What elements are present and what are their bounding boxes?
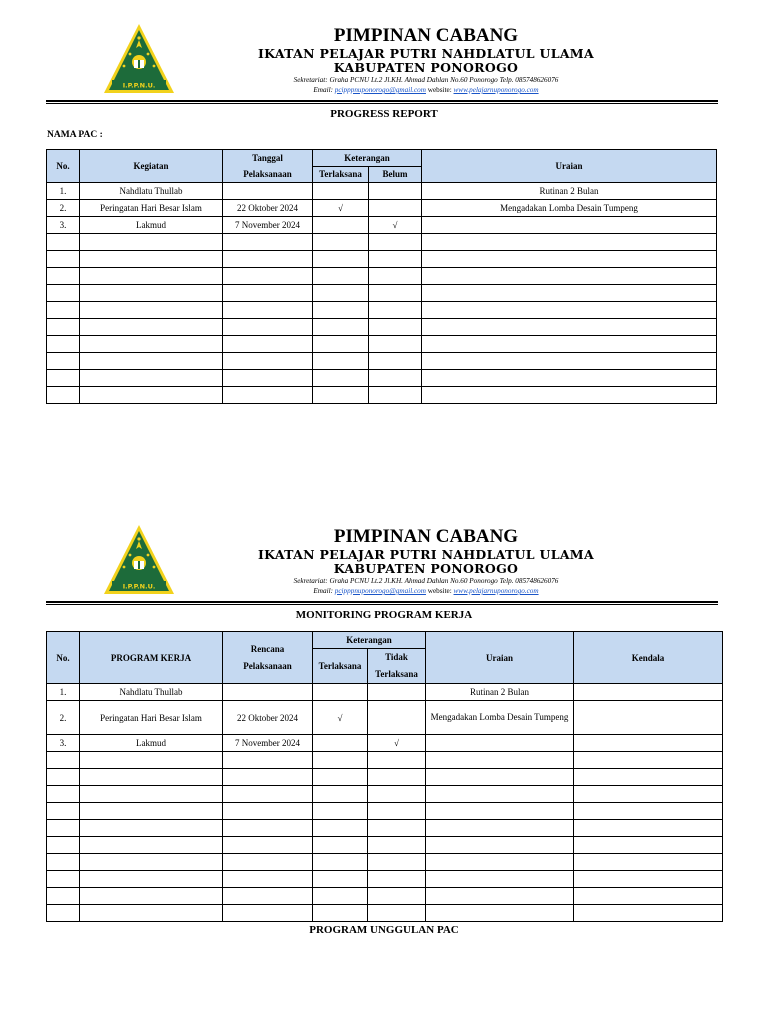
col-header-no: No. [47,632,80,684]
empty-cell [80,336,223,353]
empty-cell [574,786,723,803]
empty-cell [223,871,313,888]
empty-table-row [47,251,717,268]
empty-cell [313,786,368,803]
empty-table-row [47,837,723,854]
empty-cell [47,752,80,769]
empty-table-row [47,387,717,404]
ippnu-logo-icon [102,22,176,96]
empty-cell [313,837,368,854]
empty-cell [369,251,422,268]
empty-cell [426,803,574,820]
empty-cell [223,888,313,905]
empty-cell [47,336,80,353]
address-line: Sekretariat: Graha PCNU Lt.2 Jl.KH. Ahmad Dahlan No.60 Ponorogo Telp. 085748626076 [293,76,559,84]
col-header-no: No. [47,150,80,183]
divider [46,103,718,104]
empty-cell [223,336,313,353]
empty-cell [368,854,426,871]
empty-cell [426,888,574,905]
empty-cell [47,854,80,871]
email-link[interactable]: pcipppnuponorogo@gmail.com [334,86,426,94]
col-header-keterangan: Keterangan [313,150,422,167]
empty-table-row [47,370,717,387]
empty-cell [47,370,80,387]
empty-cell [313,820,368,837]
empty-cell [47,837,80,854]
empty-cell [47,251,80,268]
empty-cell [574,820,723,837]
website-link[interactable]: www.pelajarnuponorogo.com [453,86,539,94]
col-header-kegiatan: Kegiatan [80,150,223,183]
empty-cell [313,370,369,387]
empty-cell [313,285,369,302]
empty-cell [47,820,80,837]
section-title: MONITORING PROGRAM KERJA [295,609,473,621]
empty-cell [47,769,80,786]
org-name: IKATAN PELAJAR PUTRI NAHDLATUL ULAMA [258,46,594,61]
ippnu-logo-icon [102,523,176,597]
empty-cell [422,285,717,302]
empty-cell [313,905,368,922]
col-header-kendala: Kendala [574,632,723,684]
empty-cell [369,234,422,251]
table-row: 3. Lakmud 7 November 2024 √ [47,217,717,234]
empty-cell [80,905,223,922]
empty-cell [369,319,422,336]
contact-line: Email: pcipppnuponorogo@gmail.com website: www.pelajarnuponorogo.com [313,86,539,94]
empty-cell [80,319,223,336]
empty-cell [80,888,223,905]
divider [46,604,718,605]
empty-cell [313,302,369,319]
empty-cell [47,268,80,285]
empty-cell [47,888,80,905]
empty-cell [426,871,574,888]
empty-cell [313,268,369,285]
empty-table-row [47,769,723,786]
monitoring-table [46,631,723,922]
contact-line: Email: pcipppnuponorogo@gmail.com website: www.pelajarnuponorogo.com [313,587,539,595]
empty-cell [368,905,426,922]
empty-table-row [47,820,723,837]
empty-cell [47,871,80,888]
col-header-program: PROGRAM KERJA [80,632,223,684]
empty-cell [574,854,723,871]
empty-cell [313,854,368,871]
org-name: IKATAN PELAJAR PUTRI NAHDLATUL ULAMA [258,547,594,562]
empty-cell [80,871,223,888]
empty-cell [422,336,717,353]
empty-table-row [47,803,723,820]
empty-cell [313,871,368,888]
table-row: 2. Peringatan Hari Besar Islam 22 Oktober 2024 √ Mengadakan Lomba Desain Tumpeng [47,200,717,217]
empty-cell [369,268,422,285]
empty-cell [223,387,313,404]
empty-cell [80,353,223,370]
empty-cell [313,319,369,336]
empty-cell [223,302,313,319]
progress-report-table [46,149,717,404]
empty-cell [223,319,313,336]
col-header-keterangan: Keterangan [313,632,426,649]
empty-cell [313,387,369,404]
empty-cell [422,353,717,370]
empty-cell [223,370,313,387]
empty-cell [80,268,223,285]
empty-table-row [47,234,717,251]
col-header-belum: Belum [369,166,422,183]
table-row: 1. Nahdlatu Thullab Rutinan 2 Bulan [47,183,717,200]
empty-cell [313,888,368,905]
empty-table-row [47,752,723,769]
col-header-uraian: Uraian [422,150,717,183]
empty-cell [426,769,574,786]
empty-cell [223,905,313,922]
empty-cell [223,820,313,837]
col-header-terlaksana: Terlaksana [313,166,369,183]
empty-cell [223,251,313,268]
empty-cell [223,234,313,251]
empty-cell [223,752,313,769]
empty-cell [422,268,717,285]
empty-cell [47,319,80,336]
empty-table-row [47,871,723,888]
table-row: 3. Lakmud 7 November 2024 √ [47,735,723,752]
empty-cell [422,234,717,251]
empty-cell [47,302,80,319]
empty-cell [422,251,717,268]
empty-cell [368,803,426,820]
empty-cell [47,353,80,370]
empty-cell [426,820,574,837]
empty-cell [223,285,313,302]
empty-cell [369,387,422,404]
empty-cell [223,353,313,370]
address-line: Sekretariat: Graha PCNU Lt.2 Jl.KH. Ahmad Dahlan No.60 Ponorogo Telp. 085748626076 [293,577,559,585]
empty-cell [313,803,368,820]
col-header-uraian: Uraian [426,632,574,684]
empty-cell [574,888,723,905]
empty-cell [313,336,369,353]
empty-cell [80,837,223,854]
empty-cell [313,353,369,370]
empty-cell [368,752,426,769]
col-header-tidak-terlaksana: Tidak Terlaksana [368,649,426,684]
divider [46,100,718,102]
empty-cell [574,837,723,854]
website-link[interactable]: www.pelajarnuponorogo.com [453,587,539,595]
empty-cell [223,854,313,871]
empty-cell [574,803,723,820]
empty-cell [422,370,717,387]
empty-cell [426,786,574,803]
empty-cell [574,905,723,922]
org-title: PIMPINAN CABANG [333,526,519,547]
letterhead-top [0,22,768,102]
empty-cell [369,302,422,319]
empty-cell [80,387,223,404]
empty-cell [368,820,426,837]
empty-cell [426,837,574,854]
empty-cell [223,268,313,285]
empty-table-row [47,268,717,285]
empty-cell [47,786,80,803]
svg-text:I.P.P.N.U.: I.P.P.N.U. [122,81,156,90]
empty-table-row [47,302,717,319]
section-title: PROGRAM UNGGULAN PAC [309,924,459,936]
pac-name-label: NAMA PAC : [47,130,103,140]
table-row: 2. Peringatan Hari Besar Islam 22 Oktober 2024 √ Mengadakan Lomba Desain Tumpeng [47,701,723,735]
empty-table-row [47,786,723,803]
empty-cell [313,752,368,769]
empty-cell [426,905,574,922]
empty-cell [47,285,80,302]
org-region: KABUPATEN PONOROGO [333,60,519,75]
empty-table-row [47,888,723,905]
empty-table-row [47,285,717,302]
empty-cell [80,370,223,387]
empty-cell [368,871,426,888]
empty-cell [422,387,717,404]
empty-table-row [47,854,723,871]
svg-text:I.P.P.N.U.: I.P.P.N.U. [122,582,156,591]
empty-cell [80,302,223,319]
email-link[interactable]: pcipppnuponorogo@gmail.com [334,587,426,595]
empty-cell [426,854,574,871]
col-header-rencana: Rencana Pelaksanaan [223,632,313,684]
empty-cell [80,752,223,769]
empty-cell [223,769,313,786]
empty-cell [313,234,369,251]
empty-cell [313,769,368,786]
org-title: PIMPINAN CABANG [333,25,519,46]
empty-cell [422,319,717,336]
empty-table-row [47,905,723,922]
empty-cell [223,786,313,803]
empty-cell [422,302,717,319]
empty-cell [80,251,223,268]
empty-cell [80,854,223,871]
empty-cell [369,353,422,370]
empty-table-row [47,319,717,336]
empty-cell [368,786,426,803]
empty-cell [80,285,223,302]
empty-cell [47,803,80,820]
empty-cell [574,752,723,769]
empty-cell [426,752,574,769]
empty-cell [47,387,80,404]
empty-cell [80,803,223,820]
letterhead-bottom [0,523,768,603]
empty-table-row [47,353,717,370]
col-header-terlaksana: Terlaksana [313,649,368,684]
empty-cell [368,769,426,786]
empty-cell [47,905,80,922]
empty-cell [80,820,223,837]
empty-cell [223,803,313,820]
empty-cell [368,888,426,905]
empty-cell [368,837,426,854]
col-header-tanggal: Tanggal Pelaksanaan [223,150,313,183]
empty-cell [80,769,223,786]
divider [46,601,718,603]
empty-cell [369,370,422,387]
empty-table-row [47,336,717,353]
empty-cell [47,234,80,251]
org-region: KABUPATEN PONOROGO [333,561,519,576]
empty-cell [223,837,313,854]
empty-cell [80,786,223,803]
empty-cell [574,871,723,888]
empty-cell [80,234,223,251]
empty-cell [369,336,422,353]
section-title: PROGRESS REPORT [330,108,438,120]
empty-cell [574,769,723,786]
empty-cell [313,251,369,268]
empty-cell [369,285,422,302]
table-row: 1. Nahdlatu Thullab Rutinan 2 Bulan [47,684,723,701]
